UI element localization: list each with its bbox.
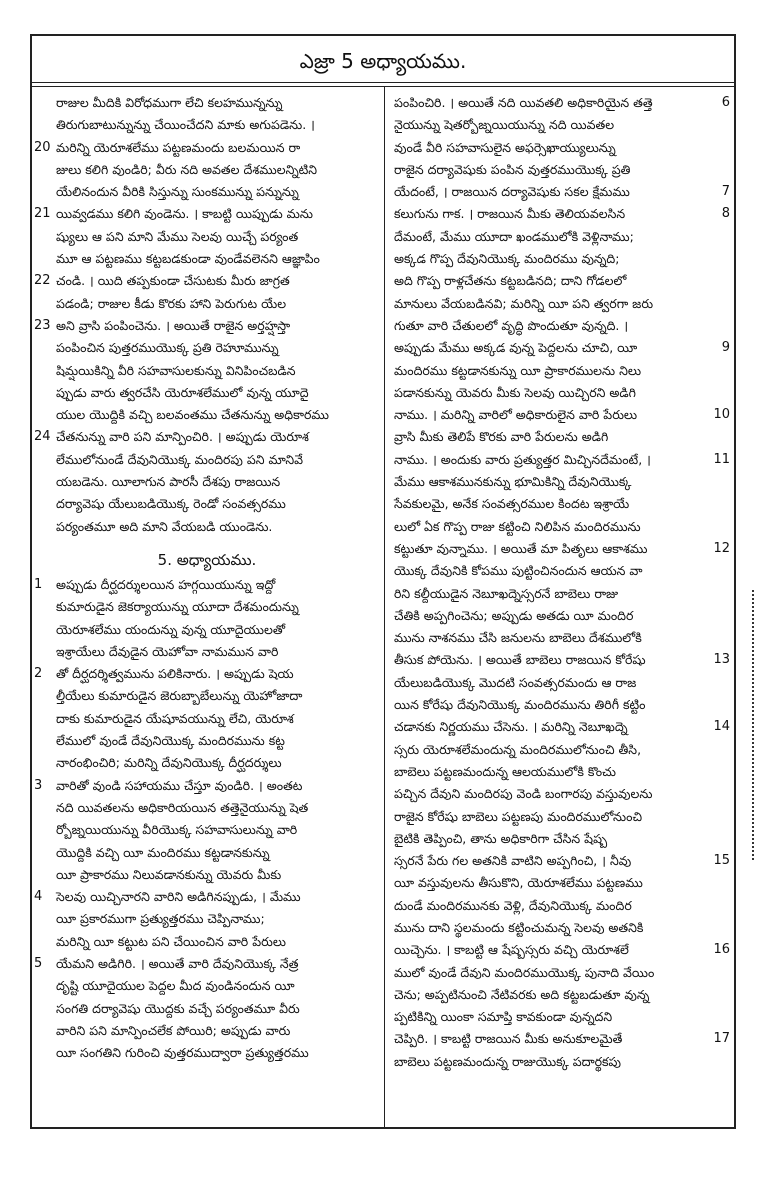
line-text: మరిన్ని యెరూశలేము పట్టణమందు బలమయిన రా bbox=[56, 139, 301, 155]
text-line bbox=[38, 181, 376, 203]
line-text: వారితో వుండి సహాయము చేస్తూ వుండిరి. । అంతట bbox=[56, 777, 303, 793]
text-line bbox=[34, 953, 376, 975]
text-line bbox=[394, 315, 730, 337]
line-text: అది గొప్ప రాళ్లచేతను కట్టబడినది; దాని గోడలలో bbox=[394, 273, 627, 289]
line-text: వారిని పని మాన్పించలేక పోయిరి; అప్పుడు వారు bbox=[56, 1022, 291, 1038]
line-text: యివ్వడము కలిగి వుండెను. । కాబట్టి యిప్పుడు మను bbox=[56, 206, 314, 222]
line-text: వుండే వీరి సహవాసులైన అఫర్సెఖాయ్యులున్ను bbox=[394, 139, 616, 155]
verse-number: 21 bbox=[34, 206, 51, 222]
line-text: లులో ఏక గొప్ప రాజు కట్టించి నిలిపిన మందిరమును bbox=[394, 518, 641, 534]
text-line bbox=[38, 975, 376, 997]
verse-number: 23 bbox=[34, 317, 51, 333]
text-line bbox=[38, 248, 376, 270]
text-line bbox=[34, 775, 376, 797]
line-text: చడానకు నిర్ణయము చేసెను. । మరిన్ని నెబూఖద్నె bbox=[394, 719, 628, 735]
text-line bbox=[394, 471, 730, 493]
verse-number: 10 bbox=[713, 407, 730, 423]
text-line bbox=[38, 864, 376, 886]
text-line bbox=[38, 1020, 376, 1042]
line-text: అని వ్రాసి పంపించెను. । అయితే రాజైన అర్తహ్షస్తా bbox=[56, 317, 291, 333]
line-text: స్సరనే పేరు గల అతనికి వాటిని అప్పగించి, । నీవు bbox=[394, 853, 632, 869]
line-text: చేతనున్ను వారి పని మాన్పించిరి. । అప్పుడు యెరూశ bbox=[56, 429, 309, 445]
line-text: పర్యంతమూ అది మాని వేయబడి యుండెను. bbox=[56, 518, 273, 534]
line-text: ర్బోజ్నయియున్ను వీరియొక్క సహవాసులున్ను వారి bbox=[56, 822, 298, 838]
text-line bbox=[38, 360, 376, 382]
verse-number: 16 bbox=[713, 942, 730, 958]
text-line bbox=[394, 649, 730, 671]
text-line bbox=[394, 627, 730, 649]
text-line bbox=[394, 560, 730, 582]
line-text: సేవకులమై, అనేక సంవత్సరముల కిందట ఇశ్రాయే bbox=[394, 496, 630, 512]
line-text: బైటికి తెప్పించి, తాను అధికారిగా చేసిన షేష్బ bbox=[394, 830, 608, 846]
text-line bbox=[38, 493, 376, 515]
line-text: యేలినందున వీరికి సిస్తున్ను సుంకమున్ను పన్నున్ను bbox=[56, 184, 299, 200]
line-text: యెరూశలేము యందున్ను వున్న యూదైయులతో bbox=[56, 621, 286, 637]
page-header: ఎజ్రా 5 అధ్యాయము. bbox=[299, 49, 467, 73]
text-line bbox=[394, 739, 730, 761]
line-text: పడానకున్ను యెవరు మీకు సెలవు యిచ్చిరని అడిగి bbox=[394, 384, 636, 400]
line-text: మందిరము కట్టడానకున్ను యీ ప్రాకారములను నిలు bbox=[394, 362, 642, 378]
line-text: నైయున్ను షెతర్బోజ్నయియున్ను నది యివతల bbox=[394, 117, 615, 133]
text-line bbox=[38, 337, 376, 359]
text-line bbox=[34, 315, 376, 337]
line-text: పంపించిరి. । అయితే నది యివతలి అధికారియైన తత్తె bbox=[394, 95, 653, 110]
line-text: రాజైన దర్యావెషుకు పంపిన వుత్తరముయొక్క ప్రతి bbox=[394, 161, 631, 177]
verse-number: 17 bbox=[713, 1031, 730, 1047]
line-text: బాబెలు పట్టణమందున్న ఆలయములోకి కొంచు bbox=[394, 763, 616, 779]
line-text: మేము ఆకాశమునకున్ను భూమికిన్ని దేవునియొక్క bbox=[394, 474, 632, 490]
text-line bbox=[394, 850, 730, 872]
text-line bbox=[38, 226, 376, 248]
line-text: సంగతి దర్యావెషు యొద్దకు వచ్చే పర్యంతమూ వీరు bbox=[56, 1000, 300, 1016]
line-text: యొక్క దేవునికి కోపము పుట్టించినందున ఆయన వా bbox=[394, 563, 643, 579]
text-line bbox=[38, 1042, 376, 1064]
text-line bbox=[394, 783, 730, 805]
line-text: యిన కోరేషు దేవునియొక్క మందిరమును తిరిగీ కట్టిం bbox=[394, 697, 646, 713]
line-text: దేమంటే, మేము యూదా ఖండములోకి వెళ్లినాము; bbox=[394, 228, 634, 244]
line-text: వ్రాసి మీకు తెలిపే కొరకు వారి పేరులను అడిగి bbox=[394, 429, 609, 445]
line-text: ప్పుడు వారు త్వరచేసి యెరూశలేములో వున్న యూదై bbox=[56, 384, 309, 400]
text-line bbox=[38, 382, 376, 404]
line-text: యేలుబడియొక్క మొదటి సంవత్సరమందు ఆ రాజ bbox=[394, 674, 637, 690]
right-column bbox=[394, 92, 730, 1073]
line-text: ల్తీయేలు కుమారుడైన జెరుబ్బాబేలున్ను యెహోజాదా bbox=[56, 688, 303, 704]
line-text: నాము. । అందుకు వారు ప్రత్యుత్తర మిచ్చినదేమంటే, । bbox=[394, 451, 651, 467]
text-line bbox=[38, 516, 376, 538]
line-text: స్సరు యెరూశలేమందున్న మందిరములోనుంచి తీసి, bbox=[394, 741, 642, 757]
line-text: యేమని అడిగిరి. । అయితే వారి దేవునియొక్క నేత్ర bbox=[56, 955, 299, 971]
text-line bbox=[394, 382, 730, 404]
verse-number: 4 bbox=[34, 889, 43, 905]
text-line bbox=[394, 583, 730, 605]
header-rule bbox=[32, 82, 734, 83]
line-text: మానులు వేయబడినవి; మరిన్ని యీ పని త్వరగా జరు bbox=[394, 295, 654, 311]
line-text: దృష్టి యూదైయుల పెద్దల మీద వుండినందున యీ bbox=[56, 978, 295, 994]
text-line bbox=[34, 426, 376, 448]
verse-number: 20 bbox=[34, 139, 51, 155]
text-line bbox=[394, 917, 730, 939]
column-divider bbox=[384, 87, 385, 1127]
text-line bbox=[394, 270, 730, 292]
verse-number: 2 bbox=[34, 666, 43, 682]
line-text: బాబెలు పట్టణమందున్న రాజుయొక్క పదార్థకపు bbox=[394, 1053, 622, 1069]
line-text: కుమారుడైన జెకర్యాయున్ను యూదా దేశమందున్ను bbox=[56, 599, 299, 615]
line-text: అప్పుడు దీర్ఘదర్శులయిన హగ్గయియున్ను ఇద్దో bbox=[56, 576, 276, 592]
line-text: యీ వస్తువులను తీసుకొని, యెరూశలేము పట్టణము bbox=[394, 875, 643, 891]
text-line bbox=[394, 248, 730, 270]
line-text: తో దీర్ఘదర్శిత్వమును పలికినారు. । అప్పుడు షెయ bbox=[56, 666, 294, 682]
line-text: దాకు కుమారుడైన యేషూవయున్ను లేచి, యెరూశ bbox=[56, 710, 294, 726]
line-text: రిని కల్దీయుడైన నెబూఖద్నెస్సరనే బాబెలు రాజు bbox=[394, 585, 619, 601]
section-title: 5. అధ్యాయము. bbox=[157, 550, 257, 569]
line-text: చెను; అప్పటినుంచి నేటివరకు అది కట్టబడుతూ వున్న bbox=[394, 986, 650, 1002]
line-text: చండి. । యిది తప్పకుండా చేసుటకు మీరు జాగ్రత bbox=[56, 273, 290, 289]
text-line bbox=[394, 181, 730, 203]
text-line bbox=[394, 872, 730, 894]
line-text: యొద్దికి వచ్చి యీ మందిరము కట్టడానకున్ను bbox=[56, 844, 270, 860]
line-text: అక్కడ గొప్ప దేవునియొక్క మందిరము వున్నది; bbox=[394, 251, 620, 267]
header-rule-2 bbox=[32, 86, 734, 87]
line-text: సెలవు యిచ్చినారని వారిని అడిగినప్పుడు, । మేము bbox=[56, 889, 301, 905]
verse-number: 6 bbox=[721, 95, 730, 110]
text-line bbox=[38, 708, 376, 730]
verse-number: 7 bbox=[721, 184, 730, 200]
text-line bbox=[394, 226, 730, 248]
text-line bbox=[38, 797, 376, 819]
text-line bbox=[394, 360, 730, 382]
verse-number: 22 bbox=[34, 273, 51, 289]
line-text: ములో వుండే దేవుని మందిరముయొక్క పునాది వేయిం bbox=[394, 964, 655, 980]
text-line bbox=[394, 984, 730, 1006]
text-line bbox=[38, 92, 376, 114]
text-line bbox=[394, 404, 730, 426]
verse-number: 12 bbox=[713, 540, 730, 556]
page-frame bbox=[30, 34, 736, 1129]
left-column bbox=[34, 92, 376, 1064]
text-line bbox=[38, 449, 376, 471]
text-line bbox=[38, 685, 376, 707]
verse-number: 15 bbox=[713, 853, 730, 869]
line-text: మును నాశనము చేసి జనులను బాబెలు దేశములోకి bbox=[394, 630, 642, 646]
text-line bbox=[34, 270, 376, 292]
line-text: లేములో వుండే దేవునియొక్క మందిరమును కట్ట bbox=[56, 733, 285, 749]
line-text: దుండే మందిరమునకు వెళ్లి, దేవునియొక్క మందిర bbox=[394, 897, 632, 913]
text-line bbox=[394, 516, 730, 538]
text-line bbox=[394, 716, 730, 738]
text-line bbox=[394, 1028, 730, 1050]
line-text: గుతూ వారి చేతులలో వృద్ధి పొందుతూ వున్నది. । bbox=[394, 317, 629, 333]
text-line bbox=[394, 939, 730, 961]
text-line bbox=[394, 605, 730, 627]
text-line bbox=[394, 538, 730, 560]
text-line bbox=[394, 114, 730, 136]
line-text: కట్టుతూ వున్నాము. । అయితే మా పితృలు ఆకాశము bbox=[394, 540, 648, 556]
verse-number: 3 bbox=[34, 777, 43, 793]
line-text: యబడెను. యీలాగున పారసీ దేశపు రాజయిన bbox=[56, 474, 281, 490]
text-line bbox=[38, 931, 376, 953]
text-line bbox=[38, 596, 376, 618]
text-line bbox=[38, 819, 376, 841]
line-text: యిచ్చెను. । కాబట్టి ఆ షేష్బస్సరు వచ్చి యెరూశలే bbox=[394, 942, 629, 958]
line-text: పచ్చిన దేవుని మందిరపు వెండి బంగారపు వస్తువులను bbox=[394, 786, 653, 802]
line-text: రాజైన కోరేషు బాబెలు పట్టణపు మందిరములోనుంచి bbox=[394, 808, 643, 824]
text-line bbox=[38, 159, 376, 181]
line-text: చెప్పిరి. । కాబట్టి రాజయిన మీకు అనుకూలమైతే bbox=[394, 1031, 623, 1047]
line-text: తిరుగుబాటున్నున్ను చేయించేదని మాకు అగుపడెను. । bbox=[56, 117, 315, 133]
line-text: జులు కలిగి వుండిరి; వీరు నది అవతల దేశములన్నిటిని bbox=[56, 161, 318, 177]
text-line bbox=[34, 574, 376, 596]
line-text: యేదంటే, । రాజయిన దర్యావెషుకు సకల క్షేమము bbox=[394, 184, 630, 200]
line-text: ప్పటికిన్ని యింకా సమాప్తి కావకుండా వున్నదని bbox=[394, 1009, 613, 1025]
line-text: అప్పుడు మేము అక్కడ వున్న పెద్దలను చూచి, యీ bbox=[394, 340, 638, 356]
line-text: దర్యావెషు యేలుబడియొక్క రెండో సంవత్సరము bbox=[56, 496, 286, 512]
text-line bbox=[38, 730, 376, 752]
text-line bbox=[394, 1051, 730, 1073]
line-text: షిమ్షయికిన్ని వీరి సహవాసులకున్ను వినిపించబడిన bbox=[56, 362, 296, 378]
text-line bbox=[394, 449, 730, 471]
line-text: యీ సంగతిని గురించి వుత్తరముద్వారా ప్రత్యుత్తరము bbox=[56, 1045, 309, 1061]
text-line bbox=[38, 114, 376, 136]
verse-number: 13 bbox=[713, 652, 730, 668]
verse-number: 24 bbox=[34, 429, 51, 445]
text-line bbox=[394, 761, 730, 783]
text-line bbox=[394, 203, 730, 225]
text-line bbox=[38, 404, 376, 426]
line-text: మూ ఆ పట్టణము కట్టబడకుండా వుండేవలెనని ఆజ్ఞాపిం bbox=[56, 251, 320, 267]
text-line bbox=[34, 203, 376, 225]
verse-number: 8 bbox=[721, 206, 730, 222]
line-text: పడండి; రాజుల కీడు కొరకు హాని పెరుగుట యేల bbox=[56, 295, 287, 311]
text-line bbox=[394, 1006, 730, 1028]
margin-mark bbox=[749, 590, 754, 860]
line-text: ష్యులు ఆ పని మాని మేము సెలవు యిచ్చే పర్యంత bbox=[56, 228, 299, 244]
line-text: చేతికి అప్పగించెను; అప్పుడు అతడు యీ మందిర bbox=[394, 607, 634, 623]
line-text: కలుగును గాక. । రాజయిన మీకు తెలియవలసిన bbox=[394, 206, 626, 222]
text-line bbox=[394, 159, 730, 181]
line-text: రాజుల మీదికి విరోధముగా లేచి కలహమున్నన్ను bbox=[56, 95, 283, 110]
verse-number: 11 bbox=[713, 451, 730, 467]
line-text: తీసుక పోయెను. । అయితే బాబెలు రాజయిన కోరేషు bbox=[394, 652, 646, 668]
text-line bbox=[38, 908, 376, 930]
line-text: మును దాని స్థలమందు కట్టించుమన్న సెలవు అతనికి bbox=[394, 919, 644, 935]
text-line bbox=[394, 493, 730, 515]
text-line bbox=[394, 962, 730, 984]
text-line bbox=[34, 137, 376, 159]
text-line bbox=[394, 92, 730, 114]
text-line bbox=[38, 998, 376, 1020]
text-line bbox=[394, 337, 730, 359]
verse-number: 9 bbox=[721, 340, 730, 356]
line-text: లేములోనుండే దేవునియొక్క మందిరపు పని మానివే bbox=[56, 451, 304, 467]
text-line bbox=[394, 293, 730, 315]
text-line bbox=[38, 641, 376, 663]
line-text: నారంభించిరి; మరిన్ని దేవునియొక్క దీర్ఘదర్శులు bbox=[56, 755, 282, 771]
text-line bbox=[394, 672, 730, 694]
line-text: యీ ప్రకారముగా ప్రత్యుత్తరము చెప్పినాము; bbox=[56, 911, 265, 927]
text-line bbox=[38, 293, 376, 315]
text-line bbox=[394, 426, 730, 448]
text-line bbox=[38, 471, 376, 493]
text-line bbox=[394, 895, 730, 917]
text-line bbox=[394, 828, 730, 850]
text-line bbox=[38, 752, 376, 774]
text-line bbox=[394, 137, 730, 159]
text-line bbox=[34, 886, 376, 908]
line-text: యుల యొద్దికి వచ్చి బలవంతము చేతనున్ను అధికారము bbox=[56, 407, 329, 423]
text-line bbox=[394, 806, 730, 828]
line-text: నది యివతలను అధికారియయిన తత్తెనైయున్ను షెత bbox=[56, 799, 309, 815]
text-line bbox=[34, 663, 376, 685]
text-line bbox=[38, 619, 376, 641]
line-text: యీ ప్రాకారము నిలువడానకున్ను యెవరు మీకు bbox=[56, 866, 282, 882]
line-text: పంపించిన పుత్తరముయొక్క ప్రతి రెహూమున్ను bbox=[56, 340, 279, 356]
text-line bbox=[394, 694, 730, 716]
text-line bbox=[38, 842, 376, 864]
verse-number: 1 bbox=[34, 576, 43, 592]
line-text: మరిన్ని యీ కట్టుట పని చేయించిన వారి పేరులు bbox=[56, 933, 287, 949]
line-text: నాము. । మరిన్ని వారిలో అధికారులైన వారి పేరులు bbox=[394, 407, 638, 423]
verse-number: 5 bbox=[34, 955, 43, 971]
line-text: ఇశ్రాయేలు దేవుడైన యెహోవా నామమున వారి bbox=[56, 643, 279, 659]
verse-number: 14 bbox=[713, 719, 730, 735]
